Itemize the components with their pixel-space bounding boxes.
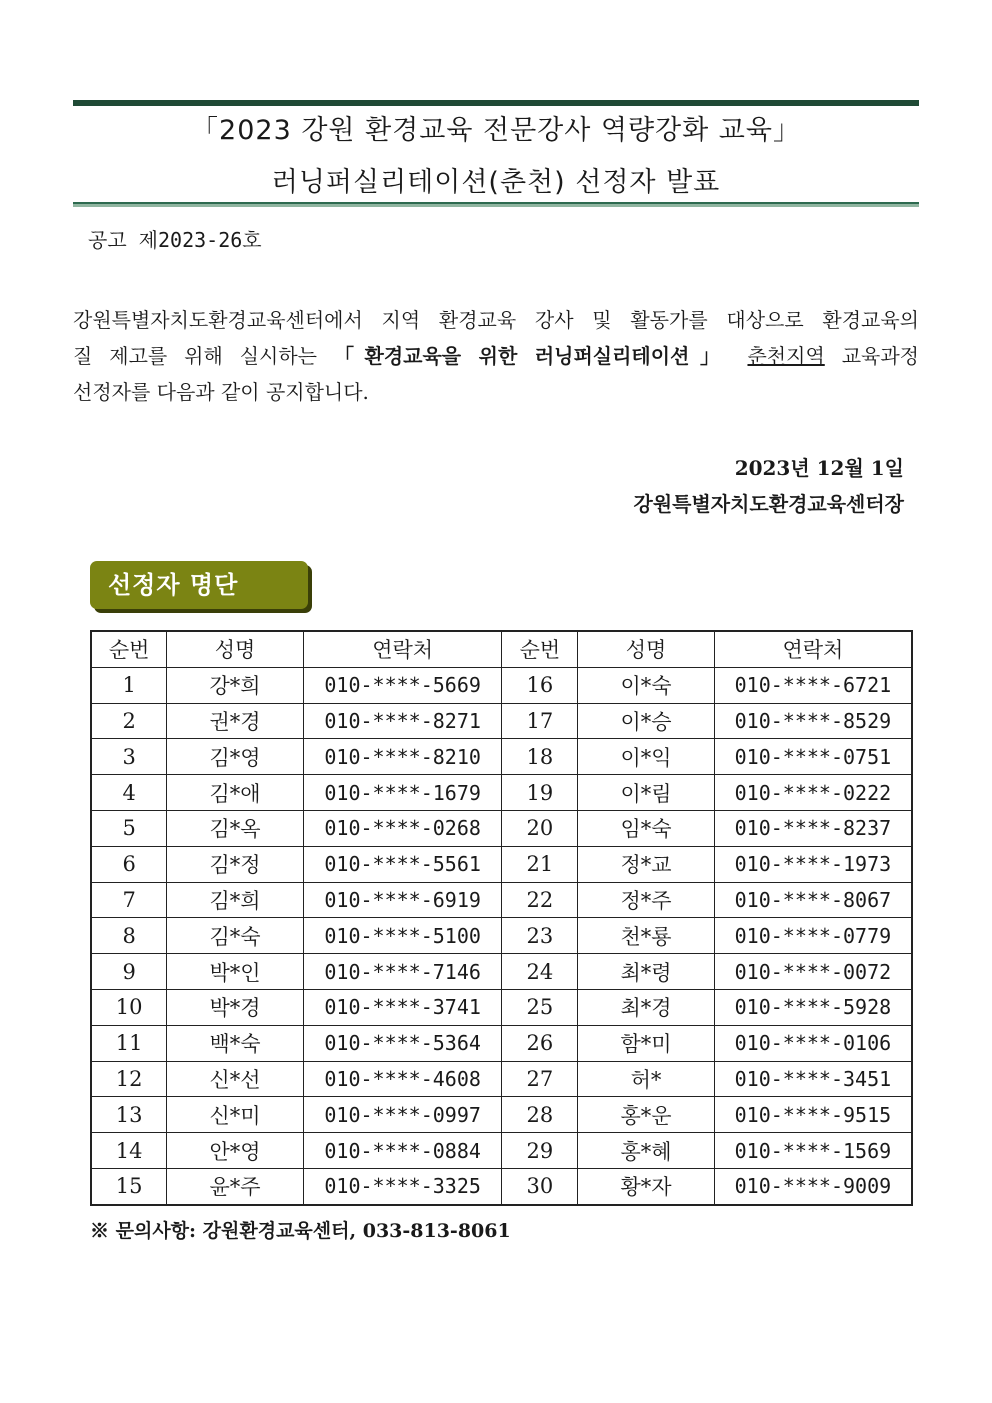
participant-name: 홍*운 xyxy=(578,1097,715,1133)
participant-name: 김*희 xyxy=(167,882,304,918)
selection-table xyxy=(90,630,913,1206)
row-number: 20 xyxy=(502,810,578,846)
table-row xyxy=(91,775,912,811)
participant-name: 권*경 xyxy=(167,703,304,739)
announcement-date: 2023년 12월 1일 xyxy=(734,456,904,480)
header-no-2: 순번 xyxy=(502,631,578,667)
participant-phone: 010-****-3741 xyxy=(303,989,502,1025)
table-row xyxy=(91,1133,912,1169)
row-number: 24 xyxy=(502,954,578,990)
participant-name: 함*미 xyxy=(578,1025,715,1061)
row-number: 3 xyxy=(91,739,167,775)
table-header-row xyxy=(91,631,912,667)
participant-name: 신*미 xyxy=(167,1097,304,1133)
row-number: 23 xyxy=(502,918,578,954)
table-row xyxy=(91,667,912,703)
participant-name: 김*애 xyxy=(167,775,304,811)
participant-name: 천*룡 xyxy=(578,918,715,954)
participant-phone: 010-****-0751 xyxy=(714,739,912,775)
header-name-2: 성명 xyxy=(578,631,715,667)
table-row xyxy=(91,1097,912,1133)
table-row xyxy=(91,1168,912,1204)
participant-phone: 010-****-4608 xyxy=(303,1061,502,1097)
participant-phone: 010-****-7146 xyxy=(303,954,502,990)
participant-name: 허* xyxy=(578,1061,715,1097)
participant-phone: 010-****-1569 xyxy=(714,1133,912,1169)
header-contact-1: 연락처 xyxy=(303,631,502,667)
participant-name: 신*선 xyxy=(167,1061,304,1097)
participant-phone: 010-****-9515 xyxy=(714,1097,912,1133)
row-number: 1 xyxy=(91,667,167,703)
participant-name: 김*영 xyxy=(167,739,304,775)
participant-name: 안*영 xyxy=(167,1133,304,1169)
row-number: 6 xyxy=(91,846,167,882)
section-title-tag xyxy=(90,561,308,609)
participant-phone: 010-****-6919 xyxy=(303,882,502,918)
table-row xyxy=(91,918,912,954)
participant-phone: 010-****-9009 xyxy=(714,1168,912,1204)
body-line-3: 선정자를 다음과 같이 공지합니다. xyxy=(73,380,369,404)
issuer-name: 강원특별자치도환경교육센터장 xyxy=(633,492,904,516)
participant-phone: 010-****-3325 xyxy=(303,1168,502,1204)
table-row xyxy=(91,846,912,882)
participant-name: 정*주 xyxy=(578,882,715,918)
section-title: 선정자 명단 xyxy=(108,571,239,599)
participant-phone: 010-****-5669 xyxy=(303,667,502,703)
participant-name: 김*옥 xyxy=(167,810,304,846)
body-line-2-pre: 질 제고를 위해 실시하는 xyxy=(73,344,334,368)
row-number: 26 xyxy=(502,1025,578,1061)
participant-name: 윤*주 xyxy=(167,1168,304,1204)
header-contact-2: 연락처 xyxy=(714,631,912,667)
notice-number: 공고 제2023-26호 xyxy=(88,228,262,252)
row-number: 27 xyxy=(502,1061,578,1097)
participant-name: 임*숙 xyxy=(578,810,715,846)
participant-name: 박*경 xyxy=(167,989,304,1025)
row-number: 16 xyxy=(502,667,578,703)
table-row xyxy=(91,703,912,739)
participant-phone: 010-****-8067 xyxy=(714,882,912,918)
title-line-1: 「2023 강원 환경교육 전문강사 역량강화 교육」 xyxy=(191,115,801,146)
row-number: 13 xyxy=(91,1097,167,1133)
participant-name: 김*정 xyxy=(167,846,304,882)
row-number: 21 xyxy=(502,846,578,882)
participant-phone: 010-****-5100 xyxy=(303,918,502,954)
participant-name: 백*숙 xyxy=(167,1025,304,1061)
participant-phone: 010-****-0222 xyxy=(714,775,912,811)
program-name: 「환경교육을 위한 러닝퍼실리테이션」 xyxy=(333,344,731,368)
body-line-2-space xyxy=(731,344,748,368)
table-row xyxy=(91,1061,912,1097)
participant-name: 이*승 xyxy=(578,703,715,739)
header-no-1: 순번 xyxy=(91,631,167,667)
participant-phone: 010-****-0997 xyxy=(303,1097,502,1133)
participant-phone: 010-****-0884 xyxy=(303,1133,502,1169)
participant-phone: 010-****-8529 xyxy=(714,703,912,739)
row-number: 9 xyxy=(91,954,167,990)
title-block xyxy=(73,100,919,207)
body-line-2-post: 교육과정 xyxy=(824,344,919,368)
row-number: 30 xyxy=(502,1168,578,1204)
participant-phone: 010-****-5561 xyxy=(303,846,502,882)
body-line-2 xyxy=(73,338,919,374)
participant-phone: 010-****-0268 xyxy=(303,810,502,846)
participant-phone: 010-****-1973 xyxy=(714,846,912,882)
table-row xyxy=(91,954,912,990)
participant-phone: 010-****-0779 xyxy=(714,918,912,954)
participant-name: 이*익 xyxy=(578,739,715,775)
header-name-1: 성명 xyxy=(167,631,304,667)
participant-name: 김*숙 xyxy=(167,918,304,954)
participant-phone: 010-****-5928 xyxy=(714,989,912,1025)
participant-phone: 010-****-8271 xyxy=(303,703,502,739)
table-row xyxy=(91,882,912,918)
participant-phone: 010-****-0072 xyxy=(714,954,912,990)
row-number: 25 xyxy=(502,989,578,1025)
row-number: 5 xyxy=(91,810,167,846)
row-number: 18 xyxy=(502,739,578,775)
row-number: 8 xyxy=(91,918,167,954)
participant-phone: 010-****-8237 xyxy=(714,810,912,846)
row-number: 7 xyxy=(91,882,167,918)
title-bottom-rule xyxy=(73,202,919,207)
table-row xyxy=(91,739,912,775)
row-number: 15 xyxy=(91,1168,167,1204)
participant-phone: 010-****-0106 xyxy=(714,1025,912,1061)
row-number: 11 xyxy=(91,1025,167,1061)
row-number: 2 xyxy=(91,703,167,739)
participant-phone: 010-****-1679 xyxy=(303,775,502,811)
participant-name: 이*숙 xyxy=(578,667,715,703)
participant-name: 정*교 xyxy=(578,846,715,882)
region-name: 춘천지역 xyxy=(747,344,825,368)
row-number: 10 xyxy=(91,989,167,1025)
body-line-1: 강원특별자치도환경교육센터에서 지역 환경교육 강사 및 활동가를 대상으로 환경교육의 xyxy=(73,308,919,332)
participant-name: 박*인 xyxy=(167,954,304,990)
participant-name: 강*희 xyxy=(167,667,304,703)
contact-footnote: ※ 문의사항: 강원환경교육센터, 033-813-8061 xyxy=(90,1220,511,1242)
title-line-2: 러닝퍼실리테이션(춘천) 선정자 발표 xyxy=(271,167,721,198)
participant-phone: 010-****-3451 xyxy=(714,1061,912,1097)
table-row xyxy=(91,810,912,846)
announcement-body xyxy=(73,302,919,410)
row-number: 4 xyxy=(91,775,167,811)
participant-phone: 010-****-5364 xyxy=(303,1025,502,1061)
table-row xyxy=(91,1025,912,1061)
row-number: 19 xyxy=(502,775,578,811)
row-number: 29 xyxy=(502,1133,578,1169)
participant-name: 홍*혜 xyxy=(578,1133,715,1169)
row-number: 17 xyxy=(502,703,578,739)
row-number: 28 xyxy=(502,1097,578,1133)
table-row xyxy=(91,989,912,1025)
row-number: 12 xyxy=(91,1061,167,1097)
participant-name: 최*령 xyxy=(578,954,715,990)
participant-name: 최*경 xyxy=(578,989,715,1025)
title-top-rule xyxy=(73,100,919,106)
participant-name: 이*림 xyxy=(578,775,715,811)
participant-phone: 010-****-6721 xyxy=(714,667,912,703)
participant-name: 황*자 xyxy=(578,1168,715,1204)
participant-phone: 010-****-8210 xyxy=(303,739,502,775)
row-number: 14 xyxy=(91,1133,167,1169)
row-number: 22 xyxy=(502,882,578,918)
